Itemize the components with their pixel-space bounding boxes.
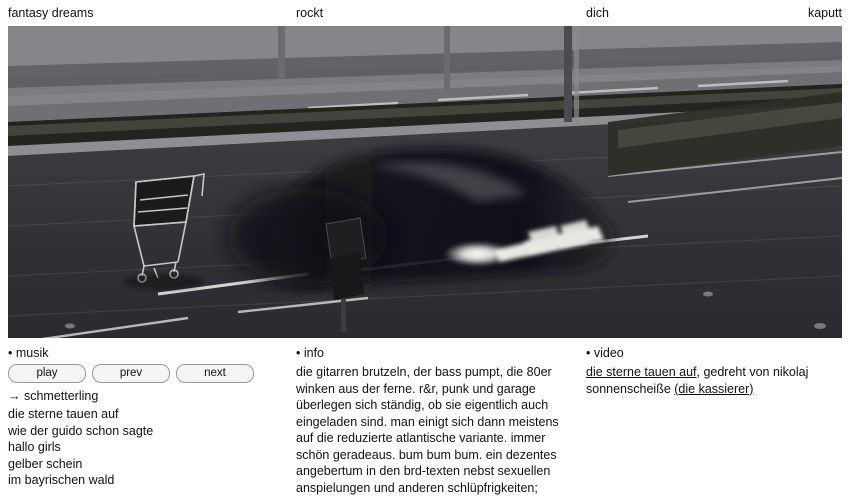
- video-band-link[interactable]: (die kassierer): [674, 381, 754, 396]
- player-controls: [8, 364, 283, 383]
- content-columns: [8, 346, 842, 495]
- video-credit-text: , gedreht von nikolaj sonnenscheiße: [586, 365, 809, 396]
- header-item-3: dich: [586, 6, 609, 20]
- track-list: [8, 406, 283, 489]
- column-info: [296, 346, 571, 496]
- track-item[interactable]: im bayrischen wald: [8, 473, 115, 487]
- current-track-indicator: → schmetterling: [8, 389, 99, 403]
- video-heading: • video: [586, 346, 624, 360]
- info-heading: • info: [296, 346, 325, 360]
- hero-illustration: [8, 26, 842, 338]
- hero-image: [8, 26, 842, 338]
- video-paragraph: [586, 364, 850, 397]
- play-button[interactable]: play: [8, 364, 86, 383]
- info-paragraph: die gitarren brutzeln, der bass pumpt, die 80er winken aus der ferne. r&r, punk und garage überlegen sich ständig, ob sie eigentlich auch eingeladen sind. man einigt sich dann meistens auf die reduzierte atlantische variante. immer schön geradeaus. bum bum bum. ein dezentes angebertum in den brd-texten nebst sexuellen anspielungen und anderen schlüpfrigkeiten;: [296, 365, 559, 495]
- video-title-link[interactable]: die sterne tauen auf: [586, 365, 697, 379]
- next-button[interactable]: next: [176, 364, 254, 383]
- header-item-1: fantasy dreams: [8, 6, 94, 20]
- track-item[interactable]: die sterne tauen auf: [8, 407, 119, 421]
- prev-button[interactable]: prev: [92, 364, 170, 383]
- column-musik: [8, 346, 283, 489]
- column-video: [586, 346, 850, 397]
- track-item[interactable]: gelber schein: [8, 456, 83, 471]
- header-item-2: rockt: [296, 6, 324, 20]
- top-header-bar: [0, 0, 850, 26]
- track-item[interactable]: hallo girls: [8, 440, 61, 454]
- header-item-4: kaputt: [807, 6, 842, 20]
- musik-heading: • musik: [8, 346, 49, 360]
- track-item[interactable]: wie der guido schon sagte: [8, 423, 154, 438]
